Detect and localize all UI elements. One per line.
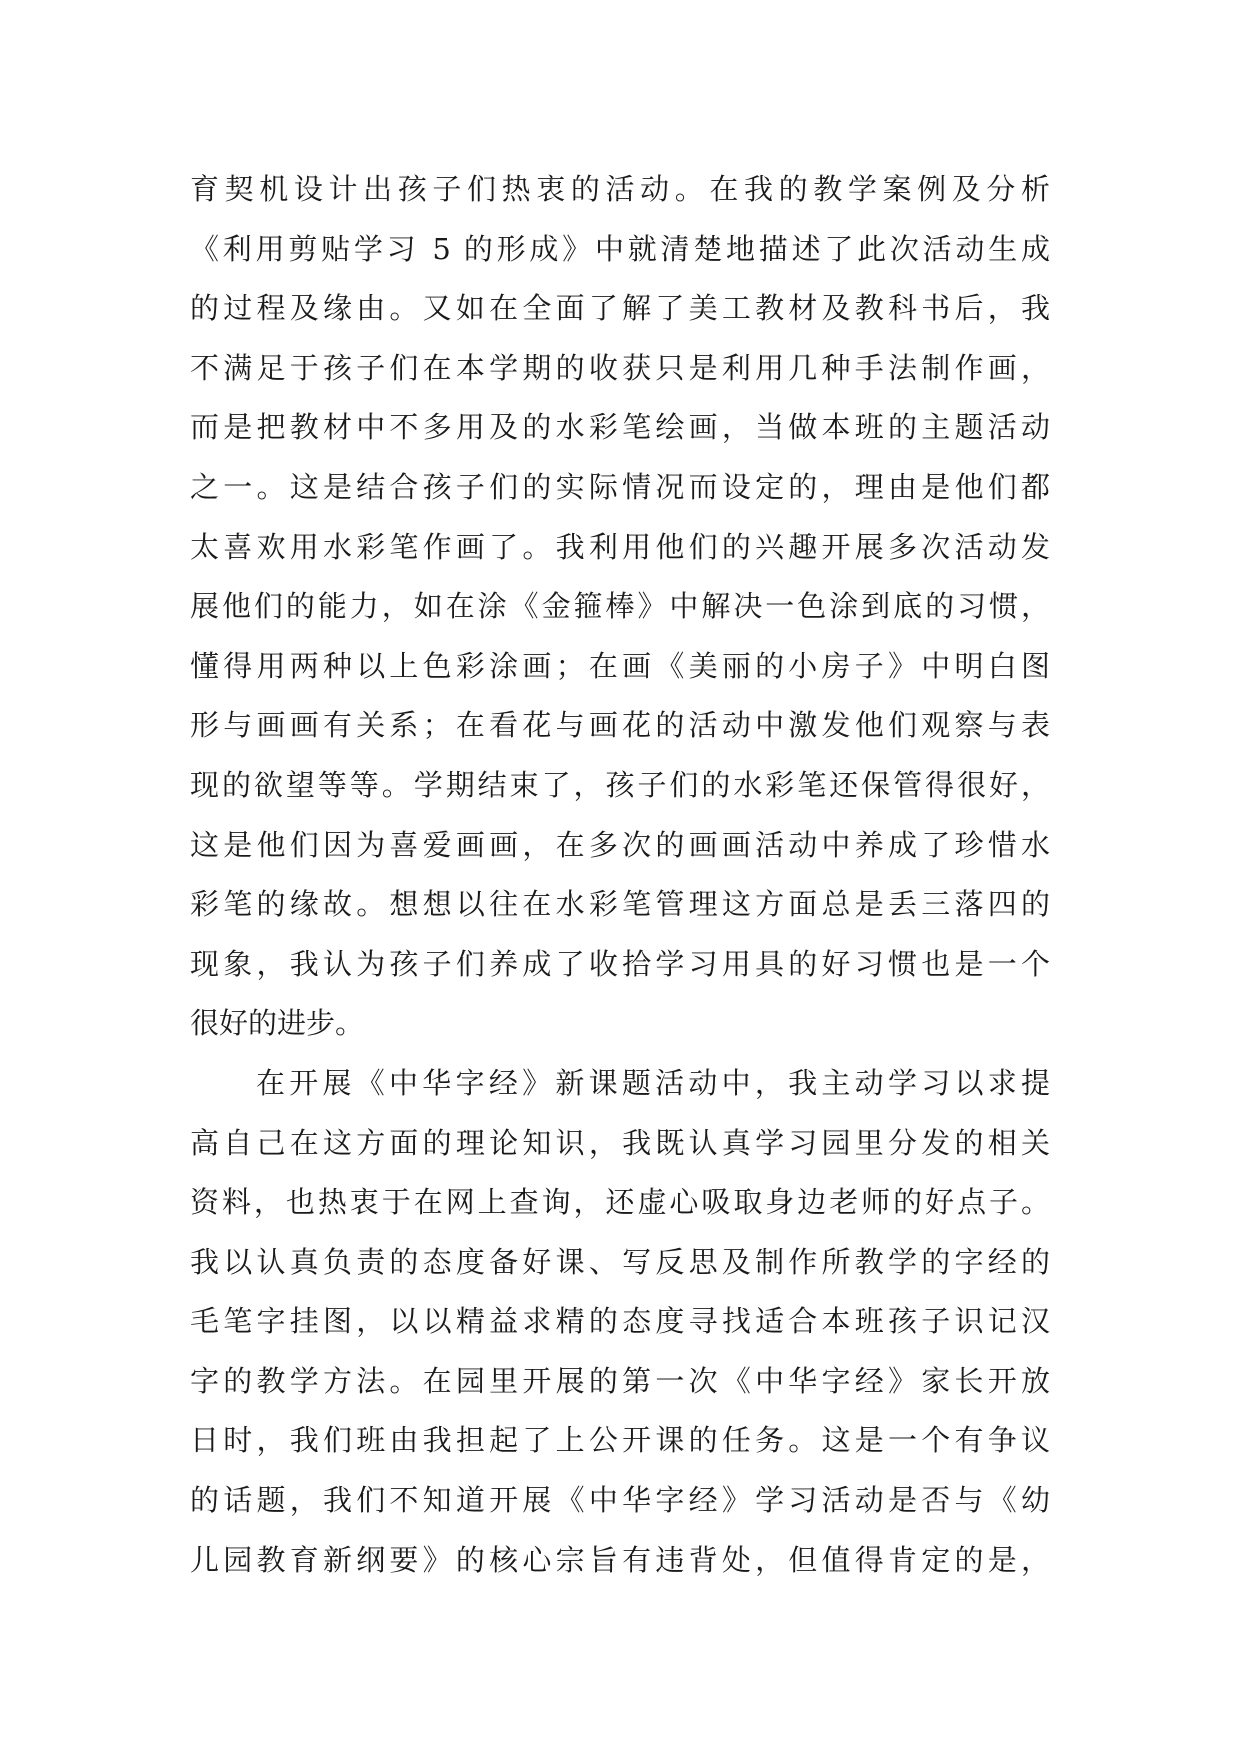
paragraph-start-line: 在开展《中华字经》新课题活动中，我主动学习以求提: [256, 1065, 1050, 1100]
text-line: 日时，我们班由我担起了上公开课的任务。这是一个有争议: [190, 1423, 1050, 1458]
text-line: 的过程及缘由。又如在全面了解了美工教材及教科书后，我: [190, 291, 1050, 326]
text-line: 彩笔的缘故。想想以往在水彩笔管理这方面总是丢三落四的: [190, 887, 1050, 922]
text-line: 的话题，我们不知道开展《中华字经》学习活动是否与《幼: [190, 1483, 1050, 1518]
text-line: 展他们的能力，如在涂《金箍棒》中解决一色涂到底的习惯，: [190, 589, 1050, 624]
paragraph-end-line: 很好的进步。: [190, 1006, 365, 1041]
text-line: 毛笔字挂图，以以精益求精的态度寻找适合本班孩子识记汉: [190, 1304, 1050, 1339]
text-line: 《利用剪贴学习 5 的形成》中就清楚地描述了此次活动生成: [190, 231, 1050, 266]
text-line: 而是把教材中不多用及的水彩笔绘画，当做本班的主题活动: [190, 410, 1050, 445]
text-line: 之一。这是结合孩子们的实际情况而设定的，理由是他们都: [190, 469, 1050, 504]
text-line: 形与画画有关系；在看花与画花的活动中激发他们观察与表: [190, 708, 1050, 743]
text-line: 儿园教育新纲要》的核心宗旨有违背处，但值得肯定的是，: [190, 1542, 1050, 1577]
text-line: 现象，我认为孩子们养成了收拾学习用具的好习惯也是一个: [190, 946, 1050, 981]
text-line: 这是他们因为喜爱画画，在多次的画画活动中养成了珍惜水: [190, 827, 1050, 862]
text-line: 懂得用两种以上色彩涂画；在画《美丽的小房子》中明白图: [190, 648, 1050, 683]
text-line: 字的教学方法。在园里开展的第一次《中华字经》家长开放: [190, 1363, 1050, 1398]
text-line: 高自己在这方面的理论知识，我既认真学习园里分发的相关: [190, 1125, 1050, 1160]
document-body: [190, 160, 1050, 1590]
text-line: 我以认真负责的态度备好课、写反思及制作所教学的字经的: [190, 1244, 1050, 1279]
text-line: 育契机设计出孩子们热衷的活动。在我的教学案例及分析: [190, 172, 1050, 206]
text-line: 资料，也热衷于在网上查询，还虚心吸取身边老师的好点子。: [190, 1185, 1050, 1220]
text-line: 太喜欢用水彩笔作画了。我利用他们的兴趣开展多次活动发: [190, 529, 1050, 564]
text-line: 现的欲望等等。学期结束了，孩子们的水彩笔还保管得很好，: [190, 767, 1050, 802]
text-line: 不满足于孩子们在本学期的收获只是利用几种手法制作画，: [190, 350, 1050, 385]
